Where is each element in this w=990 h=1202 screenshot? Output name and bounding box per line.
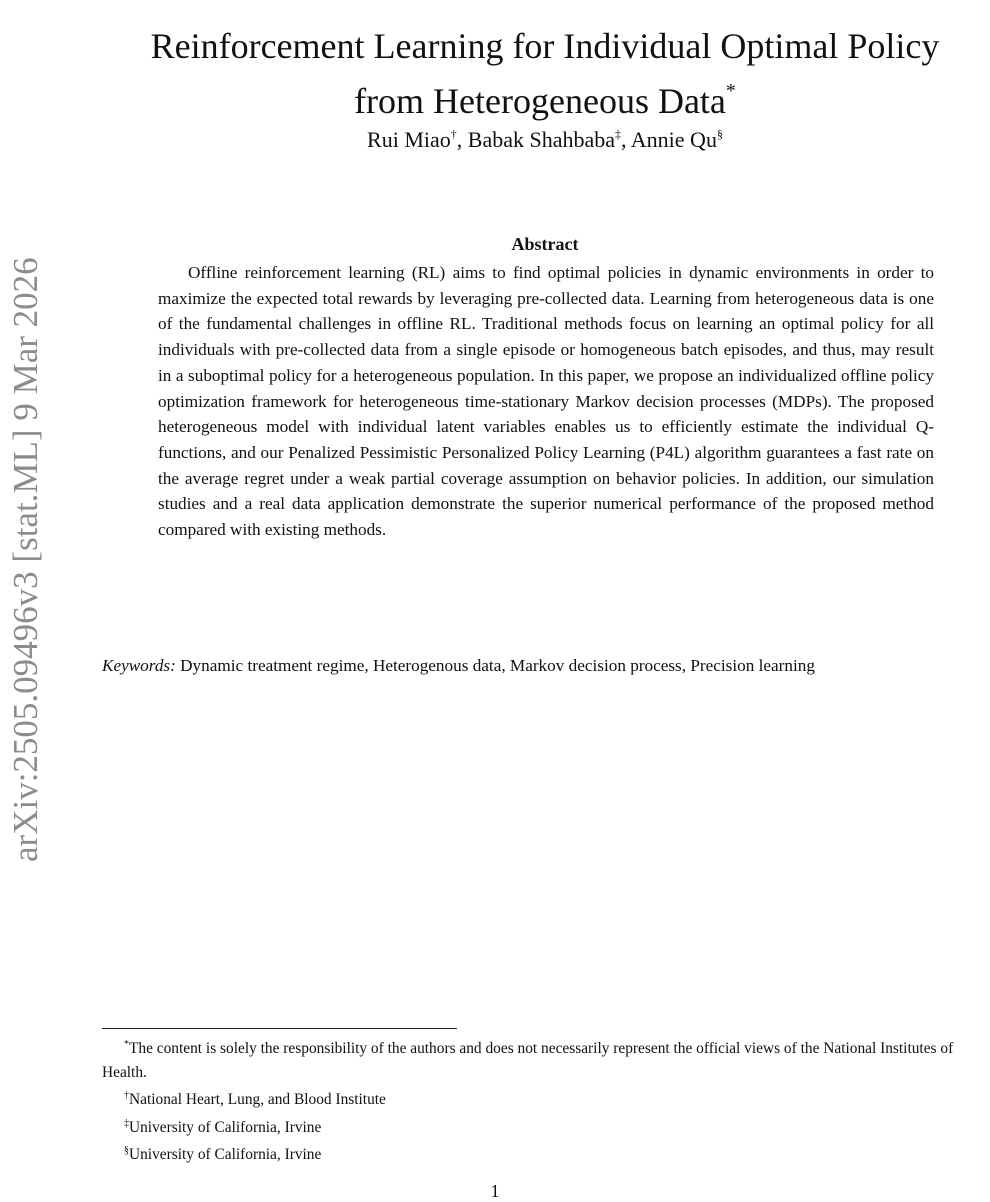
footnote-mark: §	[124, 1145, 129, 1156]
footnote	[102, 1033, 990, 1084]
keywords-label: Keywords:	[102, 656, 176, 675]
footnote-mark: ‡	[124, 1117, 129, 1129]
footnote-text: National Heart, Lung, and Blood Institute	[129, 1091, 386, 1108]
author-footnote-mark: †	[450, 127, 457, 141]
author-list	[100, 117, 990, 157]
author-separator: ,	[456, 127, 468, 152]
abstract-heading: Abstract	[511, 234, 579, 254]
author-name: Rui Miao	[367, 127, 451, 152]
author-footnote-mark: §	[716, 127, 723, 141]
footnote	[102, 1112, 990, 1140]
footnote	[102, 1139, 990, 1167]
abstract-body: Offline reinforcement learning (RL) aims to find optimal policies in dynamic environments in order to maximize the expected total rewards by leveraging pre-collected data. Learning from heterogeneous data is one of the fundamental challenges in offline RL. Traditional methods focus on learning an optimal policy for all individuals with pre-collected data from a single episode or homogeneous batch episodes, and thus, may result in a suboptimal policy for a heterogeneous population. In this paper, we propose an individualized offline policy optimization framework for heterogeneous time-stationary Markov decision processes (MDPs). The proposed heterogeneous model with individual latent variables enables us to efficiently estimate the individual Q-functions, and our Penalized Pessimistic Personalized Policy Learning (P4L) algorithm guarantees a fast rate on the average regret under a weak partial coverage assumption on behavior policies. In addition, our simulation studies and a real data application demonstrate the superior numerical performance of the proposed method compared with existing methods.	[158, 263, 934, 540]
footnote-rule	[102, 1028, 457, 1029]
arxiv-identifier: arXiv:2505.09496v3 [stat.ML] 9 Mar 2026	[6, 257, 45, 862]
arxiv-side-stamp	[2, 192, 46, 862]
footnote-text: University of California, Irvine	[129, 1146, 322, 1163]
author-separator: ,	[621, 127, 631, 152]
paper-title	[100, 24, 990, 124]
keywords-line	[102, 652, 988, 679]
title-footnote-mark: *	[725, 80, 736, 103]
footnote-mark: *	[124, 1039, 129, 1050]
footnote-mark: †	[124, 1090, 129, 1101]
keywords-text: Dynamic treatment regime, Heterogenous data, Markov decision process, Precision learning	[180, 656, 815, 675]
author-name: Babak Shahbaba	[467, 127, 615, 152]
footnote-text: The content is solely the responsibility of the authors and does not necessarily represent the official views of the National Institutes of Health.	[102, 1040, 954, 1081]
page-number: 1	[490, 1181, 500, 1201]
title-line-1: Reinforcement Learning for Individual Optimal Policy	[150, 26, 940, 67]
footnotes	[102, 1033, 990, 1167]
title-line-2: from Heterogeneous Data	[354, 81, 726, 122]
footnote	[102, 1084, 990, 1112]
footnote-text: University of California, Irvine	[129, 1118, 322, 1136]
author-name: Annie Qu	[630, 127, 717, 152]
author-footnote-mark: ‡	[615, 127, 621, 141]
